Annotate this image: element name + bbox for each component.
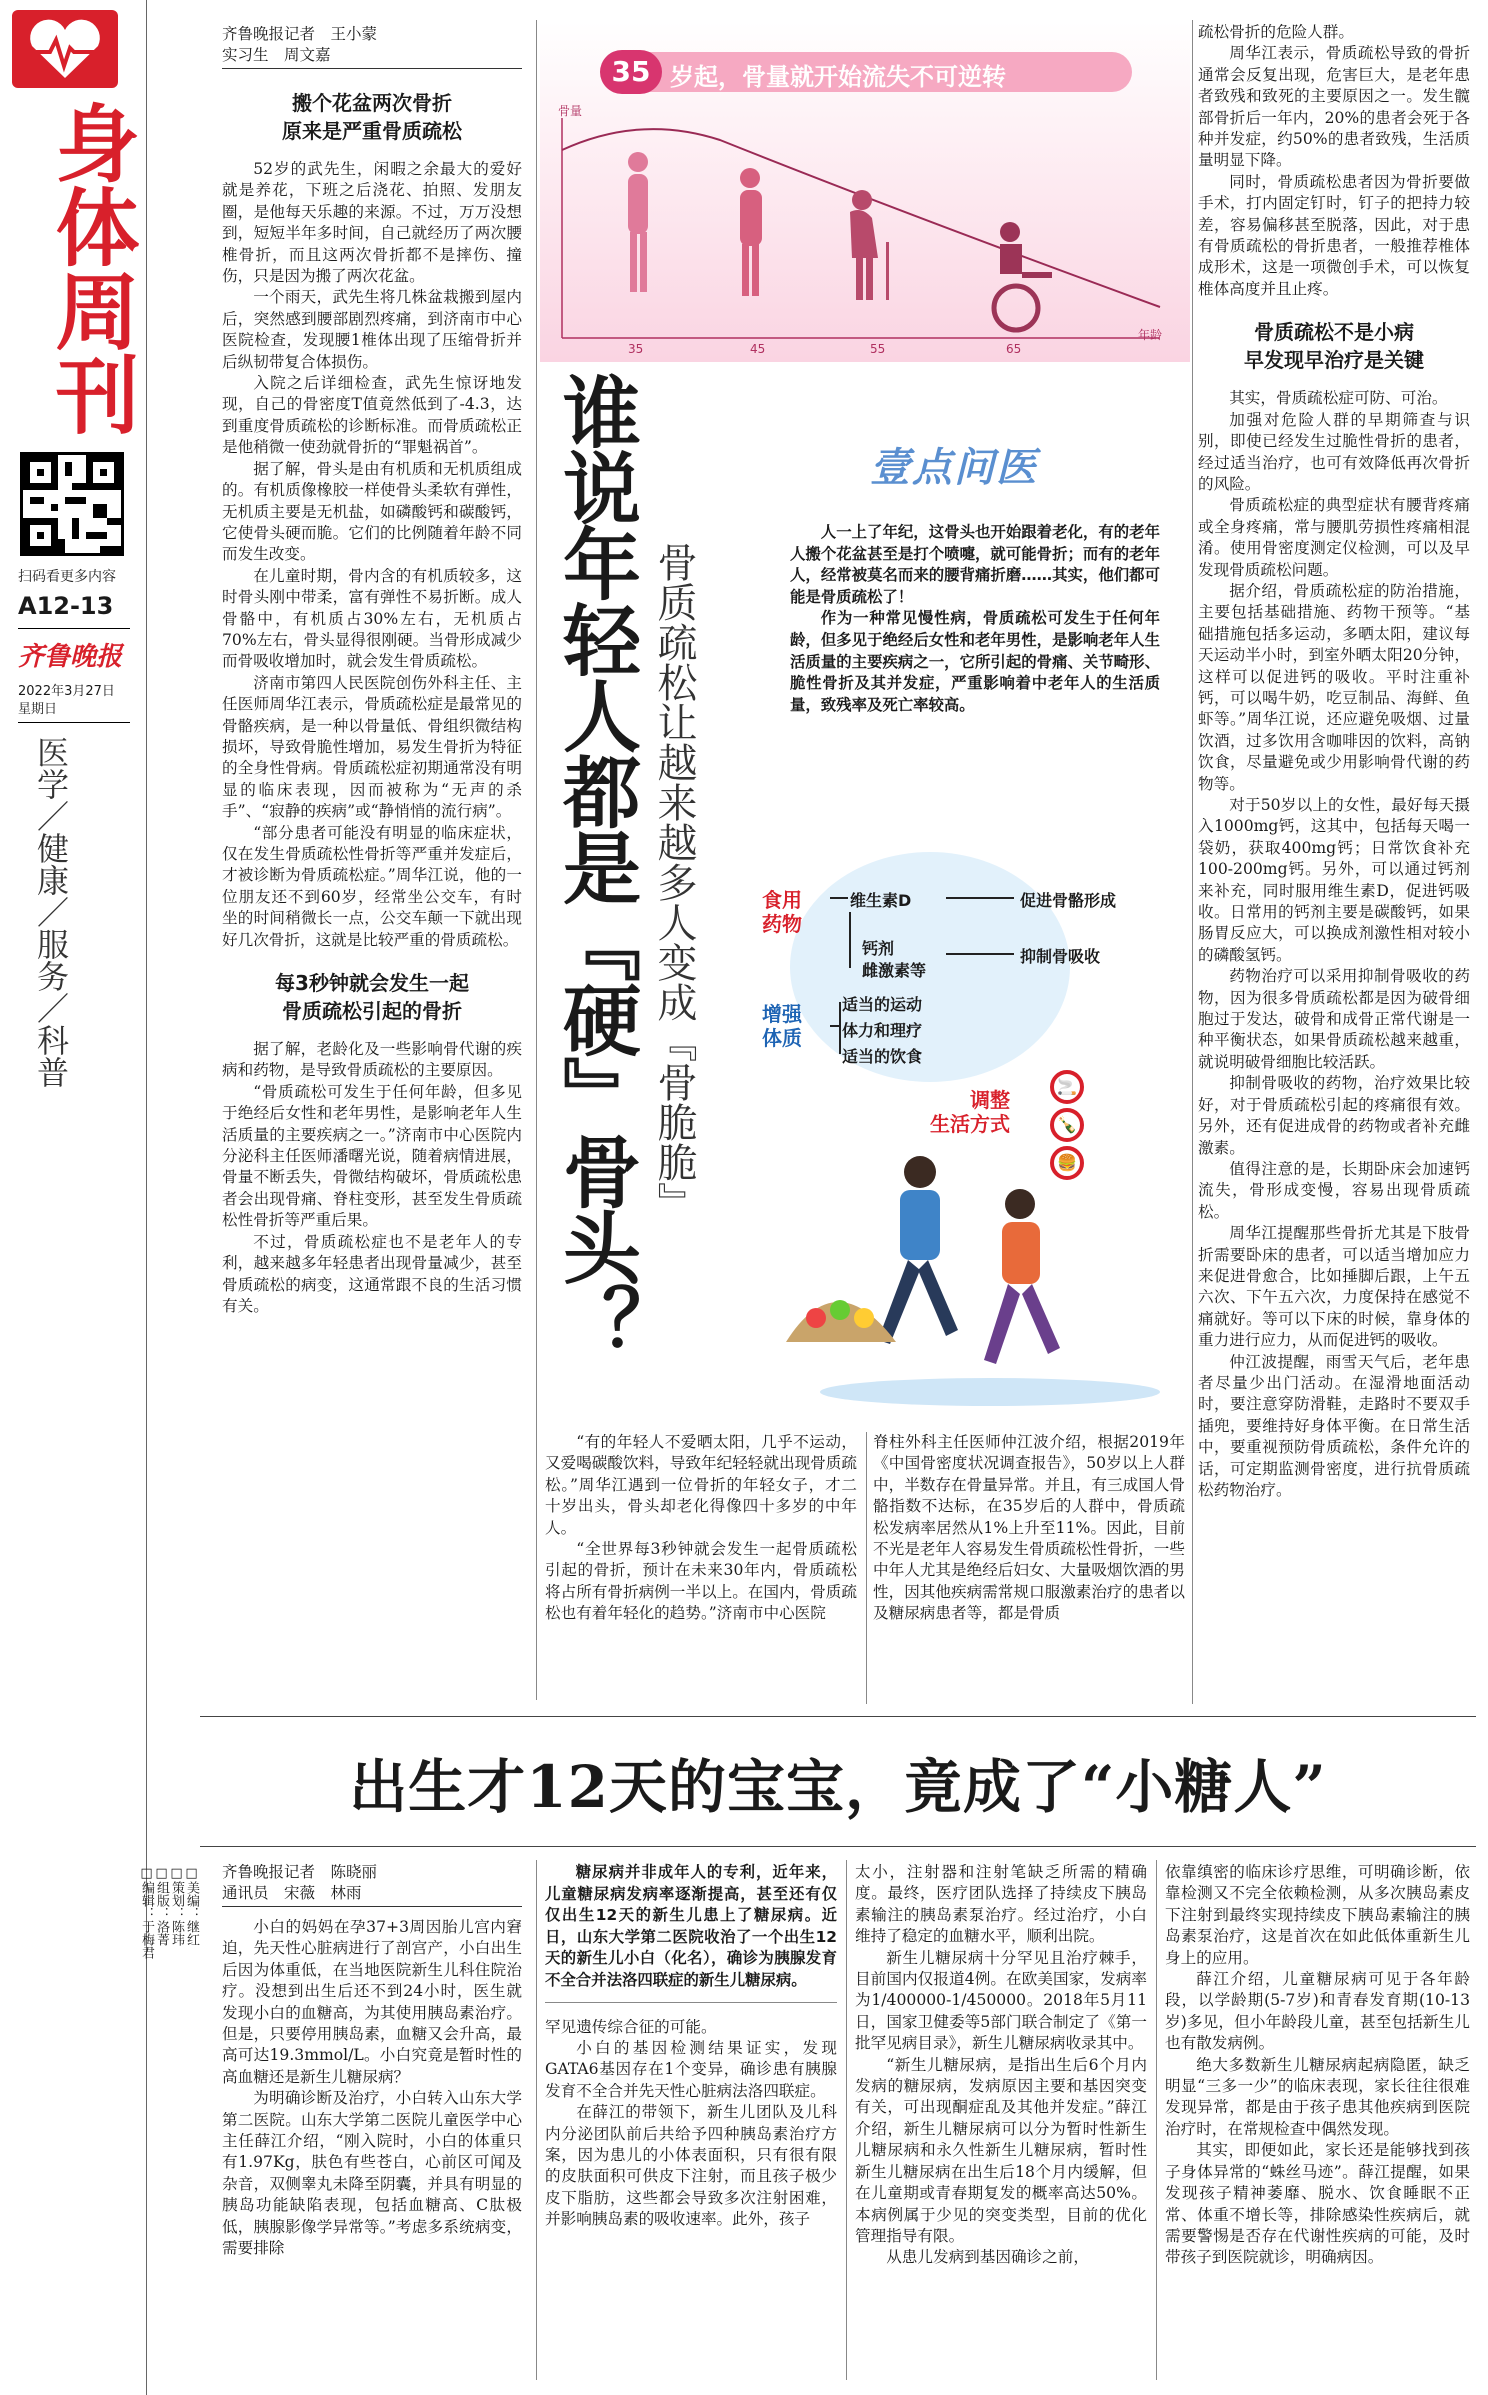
paragraph: 其实，骨质疏松症可防、可治。 — [1229, 389, 1448, 408]
paragraph: 为明确诊断及治疗，小白转入山东大学第二医院。山东大学第二医院儿童医学中心主任薛江介绍，“刚入院时，小白的体重只有1.97Kg，肤色有些苍白，心前区可闻及杂音，双侧睾丸未降至阴囊，并具有明显的胰岛功能缺陷表现，包括血糖高、C肽极低，胰腺影像学异常等。”考虑多系统病变，需要排除 — [222, 2089, 522, 2258]
x-axis-label: 年龄 — [1138, 328, 1163, 342]
runner-man-icon — [878, 1156, 958, 1344]
paragraph: 抑制骨吸收的药物，治疗效果比较好，对于骨质疏松引起的疼痛很有效。另外，还有促进成骨的药物或者补充雌激素。 — [1198, 1074, 1470, 1157]
figure-elderly-cane-icon — [850, 190, 889, 300]
bone-loss-chart — [540, 22, 1190, 362]
article1-column2-lower — [545, 1432, 857, 1704]
paragraph: 一个雨天，武先生将几株盆栽搬到屋内后，突然感到腰部剧烈疼痛，到济南市中心医院检查，发现腰1椎体出现了压缩骨折并后纵韧带复合体损伤。 — [222, 288, 522, 371]
credit-item: □编辑：于梅君 — [139, 1866, 154, 1959]
headline: 谁说年轻人都是『硬』骨头？ — [550, 372, 641, 1360]
issue-date: 2022年3月27日 — [18, 684, 115, 699]
paragraph: 新生儿糖尿病十分罕见且治疗棘手，目前国内仅报道4例。在欧美国家，发病率为1/400000-1/450000。2018年5月11日，国家卫健委等5部门联合制定了《第一批罕见病目录》，新生儿糖尿病收录其中。 — [855, 1948, 1147, 2053]
food-basket-icon — [786, 1300, 896, 1342]
paragraph: 疏松骨折的危险人群。 — [1198, 23, 1354, 41]
paragraph: “骨质疏松可发生于任何年龄，但多见于绝经后女性和老年男性，是影响老年人生活质量的主要疾病之一。”济南市中心医院内分泌科主任医师潘曙光说，随着病情进展，骨量不断丢失，骨微结构破坏，骨质疏松患者会出现骨痛、脊柱变形，甚至发生骨质疏松性骨折等严重后果。 — [222, 1082, 522, 1230]
heart-logo — [10, 8, 120, 90]
diagram-item: 雌激素等 — [862, 961, 927, 980]
paragraph: 在薛江的带领下，新生儿团队及儿科内分泌团队前后共给予四种胰岛素治疗方案，因为患儿的小体表面积，只有很有限的皮肤面积可供皮下注射，而且孩子极少皮下脂肪，这些都会导致多次注射困难，并影响胰岛素的吸收速率。此外，孩子 — [545, 2103, 837, 2229]
paragraph: 52岁的武先生，闲暇之余最大的爱好就是养花，下班之后浇花、拍照、发朋友圈，是他每天乐趣的来源。不过，万万没想到，短短半年多时间，自己就经历了两次腰椎骨折，而且这两次骨折都不是摔伤、撞伤，只是因为搬了两次花盆。 — [222, 160, 522, 286]
article1-column1 — [222, 24, 522, 1704]
paragraph: 依靠缜密的临床诊疗思维，可明确诊断，依靠检测又不完全依赖检测，从多次胰岛素皮下注射到最终实现持续皮下胰岛素输注的胰岛素泵治疗，这是首次在如此低体重新生儿身上的应用。 — [1165, 1863, 1470, 1967]
prevention-diagram — [750, 852, 1190, 1422]
x-tick: 35 — [628, 342, 644, 356]
no-alcohol-icon: 🍾 — [1050, 1108, 1084, 1142]
group-label-medicine: 食用 药物 — [762, 888, 802, 936]
qa-intro: 人一上了年纪，这骨头也开始跟着老化，有的老年人搬个花盆甚至是打个喷嚏，就可能骨折；而有的老年人，经常被莫名而来的腰背痛折磨……其实，他们都可能是骨质疏松了！ 作为一种常见慢性病，骨质疏松可发生于任何年龄，但多见于绝经后女性和老年男性，是影响老年人生活质量的主要疾病之一，它所引起的骨痛、关节畸形、脆性骨折及其并发症，严重影响着中老年人的生活质量，致残率及死亡率较高。 — [790, 523, 1160, 714]
chart-banner-number: 35 — [600, 50, 662, 94]
paragraph: 同时，骨质疏松患者因为骨折要做手术，打内固定钉时，钉子的把持力较差，容易偏移甚至脱落，因此，对于患有骨质疏松的骨折患者，一般推荐椎体成形术，这是一项微创手术，可以恢复椎体高度并且止疼。 — [1198, 172, 1470, 298]
section-separator: ／ — [32, 800, 70, 832]
qr-caption: 扫码看更多内容 — [18, 569, 116, 585]
x-tick: 65 — [1006, 342, 1022, 356]
section-separator: ／ — [32, 896, 70, 928]
section-list — [30, 736, 80, 1088]
y-axis-label: 骨量 — [558, 104, 583, 118]
paragraph: 在儿童时期，骨内含的有机质较多，这时骨头刚中带柔，富有弹性不易折断。成人骨骼中，有机质占30%左右，无机质占70%左右，骨头显得很刚硬。当骨形成减少而骨吸收增加时，就会发生骨质疏松。 — [222, 566, 522, 671]
paragraph: “全世界每3秒钟就会发生一起骨质疏松引起的骨折，预计在未来30年内，骨质疏松将占所有骨折病例一半以上。在国内，骨质疏松也有着年轻化的趋势。”济南市中心医院 — [545, 1540, 857, 1623]
article1-column4 — [1198, 22, 1470, 1704]
paragraph: 骨质疏松症的典型症状有腰背疼痛或全身疼痛，常与腰肌劳损性疼痛相混淆。使用骨密度测定仪检测，可以及早发现骨质疏松问题。 — [1198, 496, 1470, 579]
byline-reporter: 齐鲁晚报记者 王小蒙 — [222, 25, 378, 43]
x-tick: 55 — [870, 342, 886, 356]
paragraph: 入院之后详细检查，武先生惊讶地发现，自己的骨密度T值竟然低到了-4.3，达到重度骨质疏松的诊断标准。而骨质疏松正是他稍微一使劲就骨折的“罪魁祸首”。 — [222, 374, 522, 457]
no-smoking-icon: 🚬 — [1050, 1070, 1084, 1104]
section-item: 服务 — [32, 928, 70, 992]
section-item: 医学 — [32, 736, 70, 800]
qa-title: 壹点问医 — [870, 445, 1038, 491]
paragraph: 其实，即便如此，家长还是能够找到孩子身体异常的“蛛丝马迹”。薛江提醒，如果发现孩子精神萎靡、脱水、饮食睡眠不正常、体重不增长等，排除感染性疾病后，就需要警惕是否存在代谢性疾病的可能，及时带孩子到医院就诊，明确病因。 — [1165, 2141, 1470, 2267]
article1-column3-lower — [873, 1432, 1185, 1704]
paragraph: 对于50岁以上的女性，最好每天摄入1000mg钙，这其中，包括每天喝一袋奶，获取400mg钙；日常饮食补充100-200mg钙。另外，可以通过钙剂来补充，同时服用维生素D，促进钙吸收。日常用的钙剂主要是碳酸钙，如果肠胃反应大，可以换成剂激性相对较小的磷酸氢钙。 — [1198, 796, 1470, 964]
section-separator: ／ — [32, 992, 70, 1024]
group-label-fitness: 增强 体质 — [762, 1002, 802, 1050]
paragraph: 加强对危险人群的早期筛查与识别，即使已经发生过脆性骨折的患者，经过适当治疗，也可有效降低再次骨折的风险。 — [1198, 410, 1470, 493]
section-item: 科普 — [32, 1024, 70, 1088]
paragraph: 罕见遗传综合征的可能。 — [545, 2017, 717, 2036]
paragraph: 济南市第四人民医院创伤外科主任、主任医师周华江表示，骨质疏松症是最常见的骨骼疾病，是一种以骨量低、骨组织微结构损坏，导致骨脆性增加，易发生骨折为特征的全身性骨病。骨质疏松症初期通常没有明显的临床表现，因而被称为“无声的杀手”、“寂静的疾病”或“静悄悄的流行病”。 — [222, 673, 522, 821]
paragraph: 周华江表示，骨质疏松导致的骨折通常会反复出现，危害巨大，是老年患者致残和致死的主要原因之一。发生髋部骨折后一年内，20%的患者会死于各种并发症，约50%的患者致残，生活质量明显下降。 — [1198, 44, 1470, 170]
runner-woman-icon — [984, 1189, 1060, 1364]
article2-lead: 糖尿病并非成年人的专利，近年来，儿童糖尿病发病率逐渐提高，甚至还有仅仅出生12天的新生儿患上了糖尿病。近日，山东大学第二医院收治了一个出生12天的新生儿小白（化名），确诊为胰腺发育不全合并法洛四联症的新生儿糖尿病。 — [545, 1862, 837, 2003]
running-couple-illustration — [750, 1142, 1190, 1412]
paragraph: “有的年轻人不爱晒太阳，几乎不运动，又爱喝碳酸饮料，导致年纪轻轻就出现骨质疏松。”周华江遇到一位骨折的年轻女子，才二十岁出头，骨头却老化得像四十多岁的中年人。 — [545, 1433, 857, 1537]
article2-column4 — [1165, 1862, 1470, 2382]
byline-reporter: 齐鲁晚报记者 陈晓丽 — [222, 1863, 378, 1881]
paragraph: 从患儿发病到基因确诊之前， — [886, 2248, 1089, 2267]
figure-wheelchair-icon — [994, 222, 1052, 330]
group-label-lifestyle: 调整 生活方式 — [930, 1088, 1010, 1136]
paragraph: 不过，骨质疏松症也不是老年人的专利，越来越多年轻患者出现骨量减少，甚至骨质疏松的病变，这通常跟不良的生活习惯有关。 — [222, 1232, 522, 1315]
paragraph: 脊柱外科主任医师仲江波介绍，根据2019年《中国骨密度状况调查报告》，50岁以上人群中，半数存在骨量异常。并且，有三成国人骨骼指数不达标，在35岁后的人群中，骨质疏松发病率居然从1%上升至11%。因此，目前不光是老年人容易发生骨质疏松性骨折，一些中年人尤其是绝经后妇女、大量吸烟饮酒的男性，因其他疾病需常规口服激素治疗的患者以及糖尿病患者等，都是骨质 — [873, 1433, 1185, 1623]
paragraph: 据了解，骨头是由有机质和无机质组成的。有机质像橡胶一样使骨头柔软有弹性，无机质主要是无机盐，如磷酸钙和碳酸钙，它使骨头硬而脆。它们的比例随着年龄不同而发生改变。 — [222, 459, 522, 564]
deck: 骨质疏松让越来越多人变成『骨脆脆』 — [651, 542, 697, 1222]
paragraph: 值得注意的是，长期卧床会加速钙流失，骨形成变慢，容易出现骨质疏松。 — [1198, 1159, 1470, 1221]
paragraph: 太小，注射器和注射笔缺乏所需的精确度。最终，医疗团队选择了持续皮下胰岛素输注的胰岛素泵治疗。经过治疗，小白维持了稳定的血糖水平，顺利出院。 — [855, 1863, 1147, 1946]
subhead: 骨质疏松不是小病 早发现早治疗是关键 — [1244, 320, 1424, 373]
qr-code[interactable] — [20, 452, 124, 556]
credit-item: □美编：继红 — [184, 1866, 199, 1946]
article2-headline: 出生才12天的宝宝，竟成了“小糖人” — [349, 1753, 1327, 1821]
paragraph: 药物治疗可以采用抑制骨吸收的药物，因为很多骨质疏松都是因为破骨细胞过于发达，破骨和成骨正常代谢是一种平衡状态，如果骨质疏松越来越重，就说明破骨细胞比较活跃。 — [1198, 967, 1470, 1071]
diagram-item: 维生素D — [850, 891, 912, 910]
article2-column1 — [222, 1862, 522, 2382]
credits-block — [139, 1866, 199, 2166]
diagram-item: 钙剂 — [862, 939, 895, 958]
column-title: 身体周刊 — [42, 100, 140, 436]
figure-middle-icon — [740, 168, 762, 296]
subhead: 每3秒钟就会发生一起 骨质疏松引起的骨折 — [275, 971, 469, 1024]
paragraph: 据了解，老龄化及一些影响骨代谢的疾病和药物，是导致骨质疏松的主要原因。 — [222, 1040, 522, 1080]
article2-column2 — [545, 1862, 837, 2382]
diagram-item: 适当的运动 — [842, 995, 923, 1014]
no-junkfood-icon: 🍔 — [1050, 1146, 1084, 1180]
paragraph: 周华江提醒那些骨折尤其是下肢骨折需要卧床的患者，可以适当增加应力来促进骨愈合，比如捶脚后跟，上午五六次、下午五六次，力度保持在感觉不痛就好。等可以下床的时候，靠身体的重力进行应力，从而促进钙的吸收。 — [1198, 1224, 1470, 1350]
subhead: 搬个花盆两次骨折 原来是严重骨质疏松 — [282, 91, 462, 143]
diagram-result: 促进骨骼形成 — [1020, 891, 1117, 910]
issue-weekday: 星期日 — [18, 702, 58, 717]
qr-icon — [23, 455, 121, 553]
paragraph: 据介绍，骨质疏松症的防治措施，主要包括基础措施、药物干预等。“基础措施包括多运动，多晒太阳，建议每天运动半小时，到室外晒太阳20分钟，这样可以促进钙的吸收。平时注重补钙，可以喝牛奶，吃豆制品、海鲜、鱼虾等。”周华江说，还应避免吸烟、过量饮酒，过多饮用含咖啡因的饮料，高钠饮食，尽量避免或少用影响骨代谢的药物等。 — [1198, 581, 1470, 793]
paragraph: 绝大多数新生儿糖尿病起病隐匿，缺乏明显“三多一少”的临床表现，家长往往很难发现异常，都是由于孩子患其他疾病到医院治疗时，在常规检查中偶然发现。 — [1165, 2055, 1470, 2138]
paragraph: 小白的妈妈在孕37+3周因胎儿宫内窘迫，先天性心脏病进行了剖宫产，小白出生后因为体重低，在当地医院新生儿科住院治疗。没想到出生后还不到24小时，医生就发现小白的血糖高，为其使用胰岛素治疗。但是，只要停用胰岛素，血糖又会升高，最高可达19.3mmol/L。小白究竟是暂时性的高血糖还是新生儿糖尿病？ — [222, 1918, 522, 2086]
diagram-item: 体力和理疗 — [842, 1021, 923, 1040]
diagram-result: 抑制骨吸收 — [1020, 947, 1101, 966]
figure-young-icon — [628, 152, 648, 292]
feature-graphic — [540, 22, 1190, 1424]
diagram-item: 适当的饮食 — [842, 1047, 923, 1066]
chart-svg — [540, 22, 1190, 362]
paragraph: “新生儿糖尿病，是指出生后6个月内发病的糖尿病，发病原因主要和基因突变有关，可出现酮症乱及其他并发症。”薛江介绍，新生儿糖尿病可以分为暂时性新生儿糖尿病和永久性新生儿糖尿病，暂时性新生儿糖尿病在出生后18个月内缓解，但在儿童期或青春期复发的概率高达50%。本病例属于少见的突变类型，目前的优化管理指导有限。 — [855, 2055, 1147, 2245]
byline-correspondent: 通讯员 宋薇 林雨 — [222, 1884, 362, 1902]
credit-item: □策划：陈玮 — [169, 1866, 184, 1946]
paragraph: 仲江波提醒，雨雪天气后，老年患者尽量少出门活动。在湿滑地面活动时，要注意穿防滑鞋，走路时不要双手插兜，要维持好身体平衡。在日常生活中，要重视预防骨质疏松，条件允许的话，可定期监测骨密度，进行抗骨质疏松药物治疗。 — [1198, 1352, 1470, 1499]
paragraph: 薛江介绍，儿童糖尿病可见于各年龄段，以学龄期(5-7岁)和青春发育期(10-13岁)多见，但小年龄段儿童，甚至包括新生儿也有散发病例。 — [1165, 1970, 1470, 2053]
section-item: 健康 — [32, 832, 70, 896]
x-tick: 45 — [750, 342, 766, 356]
paragraph: 小白的基因检测结果证实，发现GATA6基因存在1个变异，确诊患有胰腺发育不全合并先天性心脏病法洛四联症。 — [545, 2038, 837, 2100]
page-number: A12-13 — [18, 592, 114, 620]
article2-column3 — [855, 1862, 1147, 2382]
left-rail — [0, 0, 145, 2395]
credit-item: □组版：洛菁 — [154, 1866, 169, 1946]
byline-intern: 实习生 周文嘉 — [222, 46, 331, 64]
heart-icon — [10, 8, 120, 90]
paper-name: 齐鲁晚报 — [18, 642, 123, 672]
chart-banner-text: 岁起，骨量就开始流失不可逆转 — [670, 63, 1006, 91]
paragraph: “部分患者可能没有明显的临床症状，仅在发生骨质疏松性骨折等严重并发症后，才被诊断为骨质疏松症。”周华江说，他的一位朋友还不到60岁，经常坐公交车，有时坐的时间稍微长一点，公交车颠一下就出现好几次骨折，这就是比较严重的骨质疏松。 — [222, 823, 522, 949]
